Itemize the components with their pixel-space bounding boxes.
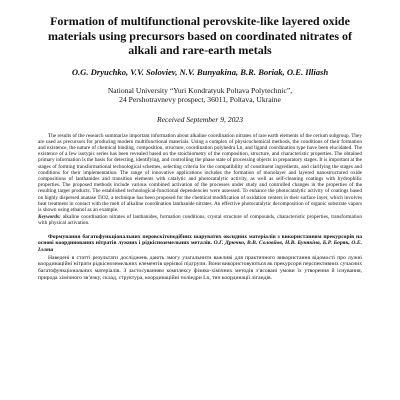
affiliation	[0, 86, 400, 105]
ukrainian-title-text: Формування багатофункціональних перовскітоподібних шаруватих оксидних матеріалів з використанням прекурсорів на основі координованих нітратів лужних і рідкісноземельних металів.	[38, 233, 362, 247]
paper-authors: O.G. Dryuchko, V.V. Soloviev, N.V. Bunyakina, B.R. Boriak, O.E. Illiash	[71, 66, 329, 77]
keywords	[38, 214, 362, 226]
ukrainian-title	[38, 234, 362, 254]
keywords-text: alkaline coordination nitrates of lanthanides, formation conditions, crystal structure of compounds, characteristic properties, transformation with physical activation.	[38, 214, 362, 227]
paper-title: Formation of multifunctional perovskite-like layered oxide materials using precursors based on coordinated nitrates of alkali and rare-earth metals	[47, 14, 353, 57]
affiliation-line-1: National University “Yuri Kondratyuk Poltava Polytechnic”,	[107, 85, 293, 95]
ukrainian-abstract: Наведені в статті результати досліджень дають змогу узагальнити важливі для практичного використання відомості про лужні координаційні нітрати рідкісноземельних елементів церієвої підгрупи. Вони використовуються як прекурсори перспективних сучасних багатофункціональних матеріалів. З застосуванням комплексу фізико-хімічних методів з’ясовані умови їх утворення й існування, природа хімічного зв’язку, склад, структура, координаційні поліедри Ln, тип координації лігандів.	[38, 254, 362, 281]
affiliation-line-2: 24 Pershotravnevy prospect, 36011, Poltava, Ukraine	[119, 95, 281, 104]
ukrainian-authors: О.Г. Дрючко, В.В. Соловйов, Н.В. Бунякіна, Б.Р. Боряк, О.Е. Ілляш	[38, 240, 362, 253]
received-date: Received September 9, 2023	[156, 114, 244, 124]
keywords-label: Keywords:	[38, 214, 61, 221]
abstract-text: The results of the research summarize important information about alkaline coordination nitrates of rare earth elements of the cerium subgroup. They are used as precursors for producing modern multifunctional materials. Using a complex of physicochemical methods, the conditions of their formation and existence, the nature of chemical binding, composition, structure, coordination polyhedra Ln, and ligand coordination type have been elucidated. The existence of a few isotypic series has been revealed based on the stoichiometry of the composition, structure, and characteristic properties. The obtained primary information is the basis for detecting, identifying, and controlling the phase state of processing objects in preparatory stages. It is important at the stages of forming transformational technological schemes, selecting criteria for the compatibility of constituent ingredients, and clarifying the stages and conditions for their implementation. The range of innovative applications includes the formation of monolayer and layered nanostructured oxide compositions of lanthanides and transition elements with catalytic and photocatalytic activity, as well as self-cleaning coatings with hydrophilic properties. The proposed methods include various combined activation of the processes under study and controlled changes in the properties of the resulting target products. The established technological-functional dependencies were assessed. To enhance the photocatalytic activity of coatings based on highly dispersed anatase TiO2, a technique has been proposed for the chemical modification of oxidation centers in their surface layer, which involves heat treatment in contact with the melt of alkaline coordination lanthanide nitrates. An effective photocatalytic decomposition of organic substrate vapors is shown using ethanol as an example.	[38, 132, 362, 213]
